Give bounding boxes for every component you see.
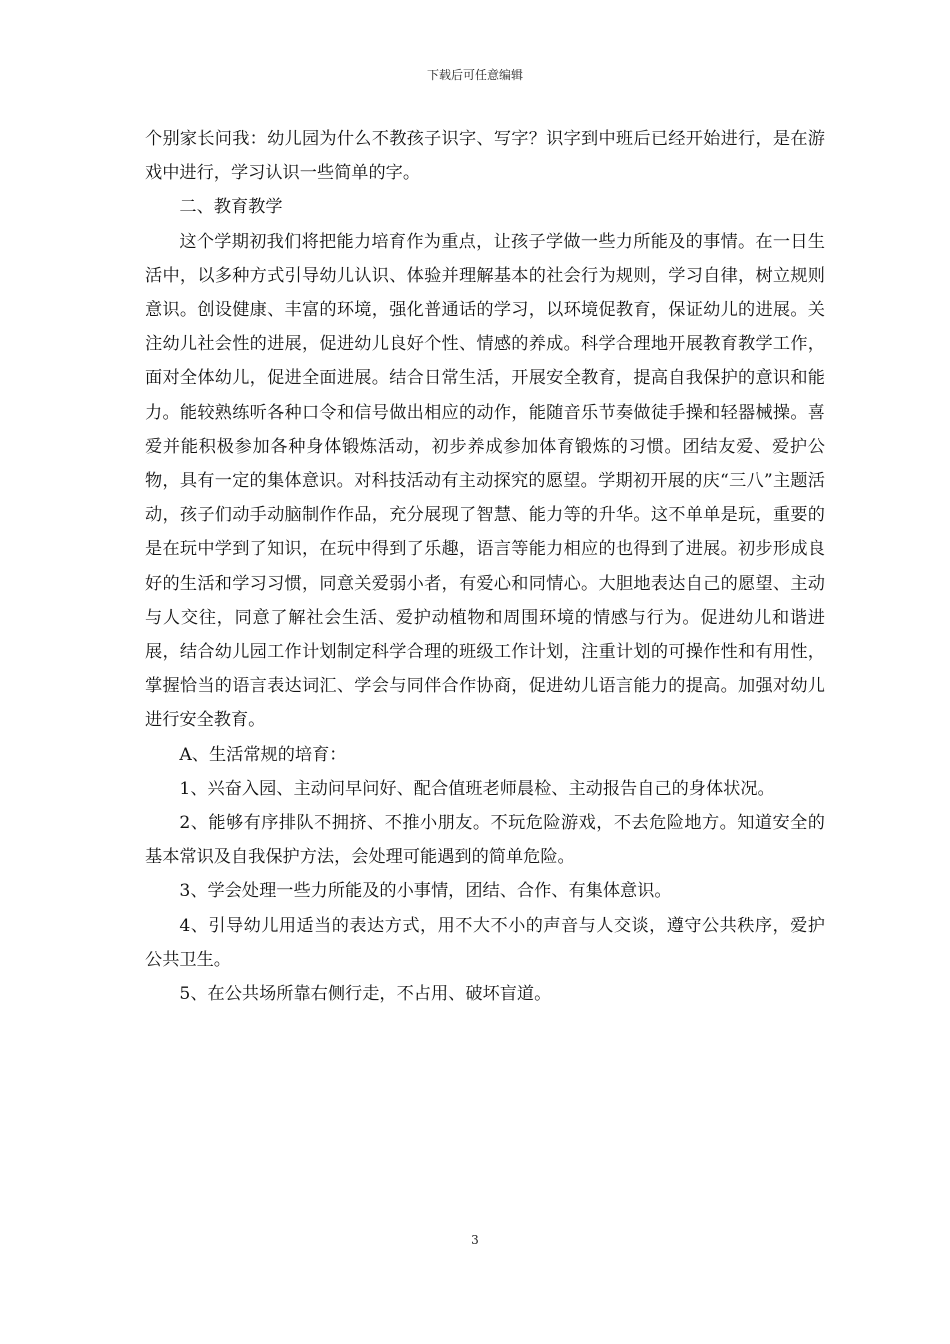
list-item-2: 2、能够有序排队不拥挤、不推小朋友。不玩危险游戏，不去危险地方。知道安全的基本常识及自我保护方法，会处理可能遇到的简单危险。 xyxy=(145,813,825,868)
subheading-life-routine: A、生活常规的培育： xyxy=(179,744,347,765)
list-item-1: 1、兴奋入园、主动问早问好、配合值班老师晨检、主动报告自己的身体状况。 xyxy=(179,778,775,799)
list-item-5: 5、在公共场所靠右侧行走，不占用、破坏盲道。 xyxy=(179,984,552,1005)
document-body xyxy=(145,122,825,1011)
list-item-3: 3、学会处理一些力所能及的小事情，团结、合作、有集体意识。 xyxy=(179,881,672,902)
page-number: 3 xyxy=(471,1233,479,1247)
list-item-4: 4、引导幼儿用适当的表达方式，用不大不小的声音与人交谈，遵守公共秩序，爱护公共卫生。 xyxy=(145,915,825,970)
paragraph-teaching-plan: 这个学期初我们将把能力培育作为重点，让孩子学做一些力所能及的事情。在一日生活中，以多种方式引导幼儿认识、体验并理解基本的社会行为规则，学习自律，树立规则意识。创设健康、丰富的环境，强化普通话的学习，以环境促教育，保证幼儿的进展。关注幼儿社会性的进展，促进幼儿良好个性、情感的养成。科学合理地开展教育教学工作，面对全体幼儿，促进全面进展。结合日常生活，开展安全教育，提高自我保护的意识和能力。能较熟练听各种口令和信号做出相应的动作，能随音乐节奏做徒手操和轻器械操。喜爱并能积极参加各种身体锻炼活动，初步养成参加体育锻炼的习惯。团结友爱、爱护公物，具有一定的集体意识。对科技活动有主动探究的愿望。学期初开展的庆“三八”主题活动，孩子们动手动脑制作作品，充分展现了智慧、能力等的升华。这不单单是玩，重要的是在玩中学到了知识，在玩中得到了乐趣，语言等能力相应的也得到了进展。初步形成良好的生活和学习习惯，同意关爱弱小者，有爱心和同情心。大胆地表达自己的愿望、主动与人交往，同意了解社会生活、爱护动植物和周围环境的情感与行为。促进幼儿和谐进展，结合幼儿园工作计划制定科学合理的班级工作计划，注重计划的可操作性和有用性，掌握恰当的语言表达词汇、学会与同伴合作协商，促进幼儿语言能力的提高。加强对幼儿进行安全教育。 xyxy=(145,231,825,731)
section-heading-teaching: 二、教育教学 xyxy=(179,197,283,218)
paragraph-continuation: 个别家长问我：幼儿园为什么不教孩子识字、写字？识字到中班后已经开始进行，是在游戏中进行，学习认识一些简单的字。 xyxy=(145,129,825,184)
page-header-note: 下载后可任意编辑 xyxy=(426,68,523,82)
